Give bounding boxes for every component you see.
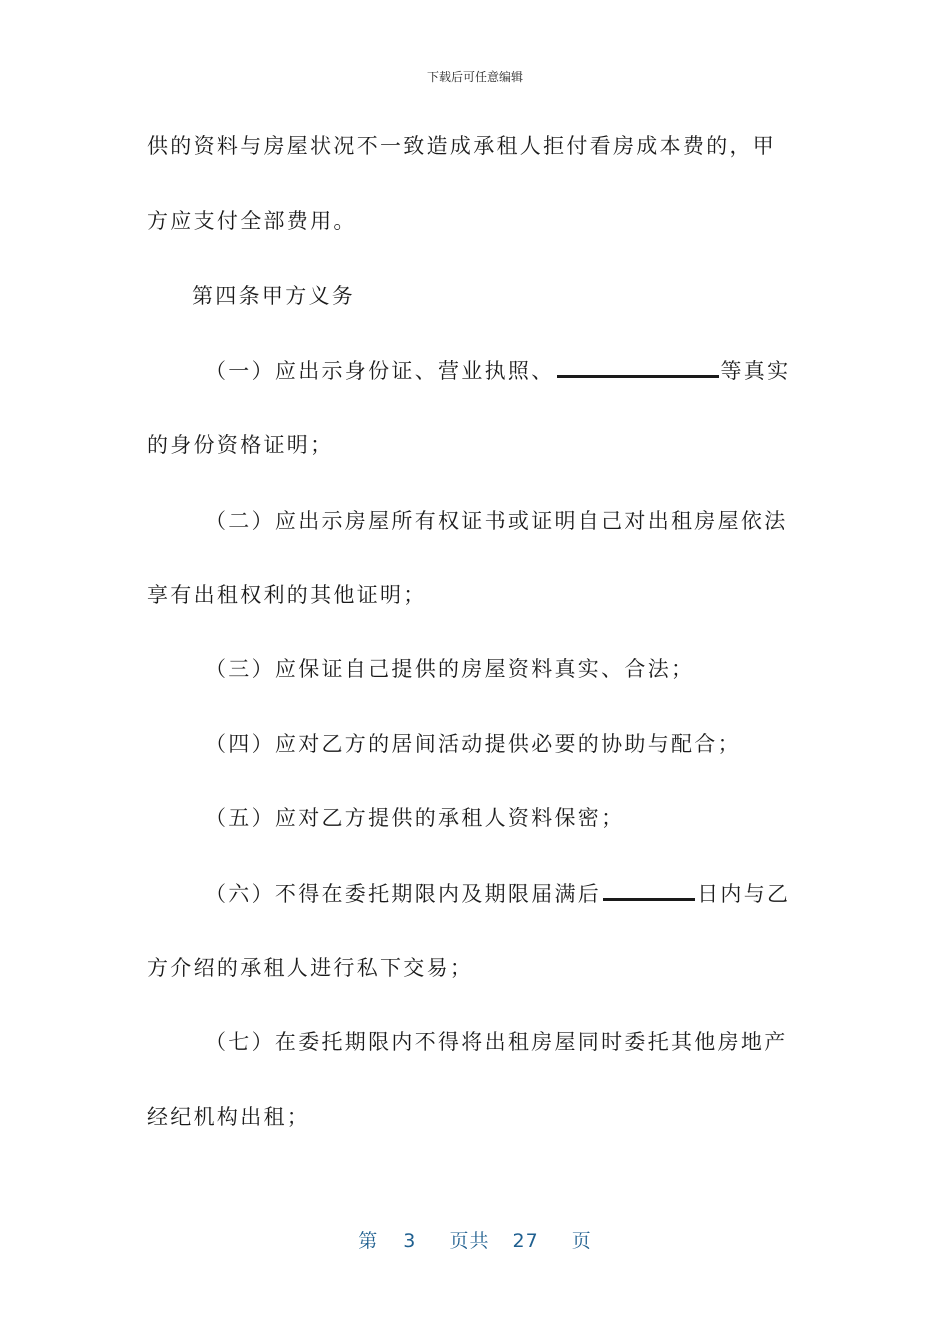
footer-middle: 页共 (449, 1230, 490, 1252)
paragraph-line (205, 357, 790, 384)
clause-text: （一）应出示身份证、营业执照、 (205, 359, 555, 383)
paragraph-line: 经纪机构出租； (147, 1105, 311, 1129)
paragraph-line: 方介绍的承租人进行私下交易； (147, 956, 474, 980)
fill-in-blank[interactable] (557, 357, 719, 378)
total-pages: 27 (512, 1230, 539, 1252)
page-footer (0, 1226, 950, 1253)
paragraph-line: 供的资料与房屋状况不一致造成承租人拒付看房成本费的，甲 (147, 134, 777, 158)
paragraph-line (205, 880, 790, 907)
paragraph-line: （五）应对乙方提供的承租人资料保密； (205, 806, 625, 830)
paragraph-line: 享有出租权利的其他证明； (147, 583, 427, 607)
paragraph-line: （二）应出示房屋所有权证书或证明自己对出租房屋依法 (205, 509, 788, 533)
clause-text: （六）不得在委托期限内及期限届满后 (205, 882, 602, 906)
paragraph-line: 方应支付全部费用。 (147, 209, 357, 233)
paragraph-line: （七）在委托期限内不得将出租房屋同时委托其他房地产 (205, 1030, 788, 1054)
current-page-number: 3 (403, 1230, 417, 1252)
paragraph-line: （四）应对乙方的居间活动提供必要的协助与配合； (205, 732, 741, 756)
paragraph-line: 的身份资格证明； (147, 433, 334, 457)
footer-prefix: 第 (358, 1230, 379, 1252)
fill-in-blank[interactable] (603, 880, 695, 901)
footer-suffix: 页 (571, 1230, 592, 1252)
page-header: 下载后可任意编辑 (426, 70, 523, 84)
clause-text: 日内与乙 (697, 882, 791, 906)
paragraph-line: （三）应保证自己提供的房屋资料真实、合法； (205, 657, 695, 681)
clause-text: 等真实 (720, 359, 791, 383)
section-heading: 第四条甲方义务 (192, 284, 356, 308)
